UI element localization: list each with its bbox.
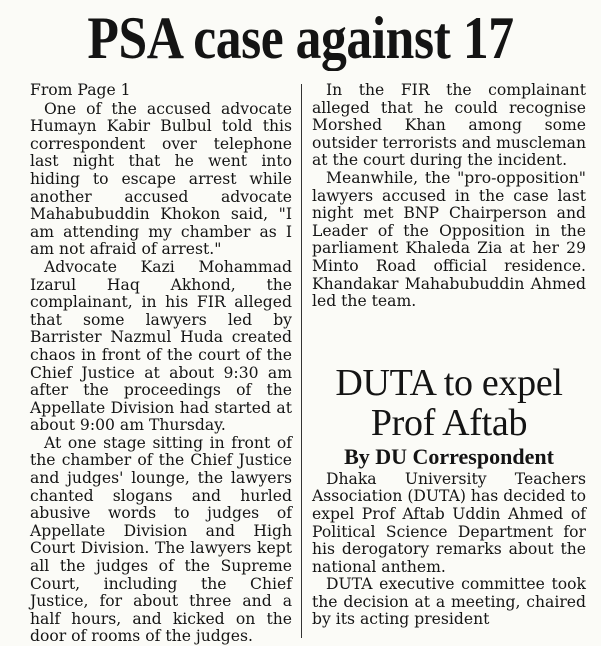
- second-story-headline-line: DUTA to expel: [335, 361, 563, 404]
- byline: By DU Correspondent: [344, 443, 554, 469]
- section-spacer: [312, 311, 586, 363]
- continuation-label: From Page 1: [30, 81, 131, 99]
- second-story-headline: [312, 363, 586, 443]
- column-divider: [301, 84, 302, 638]
- article-paragraph: Advocate Kazi Mohammad Izarul Haq Akhond, the complainant, in his FIR alleged that some lawyers led by Barrister Nazmul Huda created chaos in front of the court of the Chief Justice at about 9:30 am after the proceedings of the Appellate Division had started at about 9:00 am Thursday.: [30, 257, 292, 435]
- second-story-headline-line: Prof Aftab: [370, 401, 528, 444]
- left-column: [30, 82, 292, 646]
- article-paragraph: Meanwhile, the "pro-opposition" lawyers accused in the case last night met BNP Chairperson and Leader of the Opposition in the parliament Khaleda Zia at her 29 Minto Road official residence. Khandakar Mahabubuddin Ahmed led the team.: [312, 168, 586, 311]
- article-paragraph: DUTA executive committee took the decision at a meeting, chaired by its acting president: [312, 575, 586, 629]
- article-paragraph: In the FIR the complainant alleged that he could recognise Morshed Khan among some outsider terrorists and muscleman at the court during the incident.: [312, 81, 586, 170]
- article-paragraph: At one stage sitting in front of the chamber of the Chief Justice and judges' lounge, the lawyers chanted slogans and hurled abusive words to judges of Appellate Division and High Court Division. The lawyers kept all the judges of the Supreme Court, including the Chief Justice, for about three and a half hours, and kicked on the door of rooms of the judges.: [30, 433, 292, 646]
- main-headline: PSA case against 17: [87, 5, 514, 71]
- article-paragraph: Dhaka University Teachers Association (DUTA) has decided to expel Prof Aftab Uddin Ahmed of Political Science Department for his derogatory remarks about the national anthem.: [312, 469, 586, 576]
- right-column: [312, 82, 586, 629]
- article-paragraph: One of the accused advocate Humayn Kabir Bulbul told this correspondent over telephone last night that he went into hiding to escape arrest while another accused advocate Mahabubuddin Khokon said, "I am attending my chamber as I am not afraid of arrest.": [30, 99, 292, 259]
